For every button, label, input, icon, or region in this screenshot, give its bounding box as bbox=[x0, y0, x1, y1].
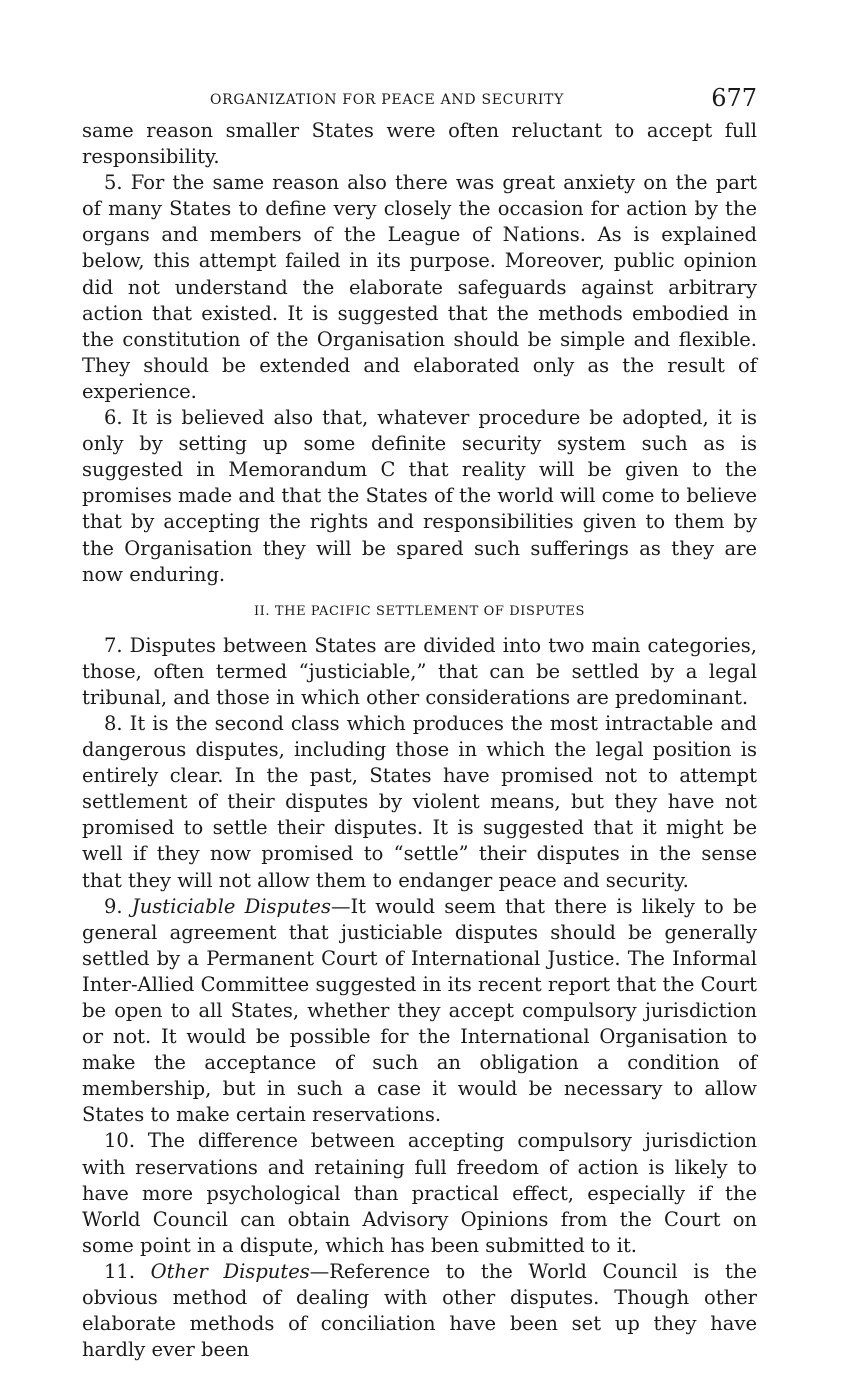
paragraph-9-body: —It would seem that there is likely to be general agreement that justiciable disputes should be generally settled by a Permanent Court of International Justice. The Informal Inter-Allied Committee suggested in its recent report that the Court be open to all States, whether they accept compulsory jurisdiction or not. It would be possible for the International Organisation to make the acceptance of such an obligation a condition of membership, but in such a case it would be necessary to allow States to make certain reservations. bbox=[82, 894, 758, 1127]
paragraph-6: 6. It is believed also that, whatever procedure be adopted, it is only by setting up some definite security system such as is suggested in Memorandum C that reality will be given to the promises made and that the States of the world will come to believe that by accepting the rights and responsibilities given to them by the Organisation they will be spared such sufferings as they are now enduring. bbox=[82, 406, 757, 586]
paragraph-9-title: Justiciable Disputes bbox=[131, 894, 331, 918]
paragraph-10: 10. The difference between accepting compulsory jurisdiction with reservations and retaining full freedom of action is likely to have more psychological than practical effect, especially if the World Council can obtain Advisory Opinions from the Court on some point in a dispute, which has been submitted to it. bbox=[82, 1129, 757, 1257]
paragraph-11-body: —Reference to the World Council is the obvious method of dealing with other disputes. Though other elaborate methods of conciliation have been set up they have hardly ever been bbox=[82, 1259, 757, 1362]
paragraph-11 bbox=[82, 1259, 757, 1363]
paragraph-7: 7. Disputes between States are divided into two main categories, those, often termed “justiciable,” that can be settled by a legal tribunal, and those in which other considerations are predominant. bbox=[82, 633, 757, 709]
paragraph-5: 5. For the same reason also there was great anxiety on the part of many States to define very closely the occasion for action by the organs and members of the League of Nations. As is explained below, this attempt failed in its purpose. Moreover, public opinion did not understand the elaborate safeguards against arbitrary action that existed. It is suggested that the methods embodied in the constitution of the Organisation should be simple and flexible. They should be extended and elaborated only as the result of experience. bbox=[82, 171, 757, 403]
document-page bbox=[82, 84, 757, 1363]
section-heading: II. THE PACIFIC SETTLEMENT OF DISPUTES bbox=[253, 603, 586, 619]
paragraph-11-number: 11. bbox=[104, 1259, 136, 1283]
paragraph-continuation: same reason smaller States were often reluctant to accept full responsibility. bbox=[82, 119, 757, 169]
running-head: ORGANIZATION FOR PEACE AND SECURITY bbox=[210, 92, 565, 108]
page-header bbox=[82, 84, 757, 118]
paragraph-9 bbox=[82, 894, 757, 1129]
paragraph-8: 8. It is the second class which produces the most intractable and dangerous disputes, including those in which the legal position is entirely clear. In the past, States have promised not to attempt settlement of their disputes by violent means, but they have not promised to settle their disputes. It is suggested that it might be well if they now promised to “settle” their disputes in the sense that they will not allow them to endanger peace and security. bbox=[82, 711, 757, 892]
paragraph-9-number: 9. bbox=[104, 894, 123, 918]
paragraph-11-title: Other Disputes bbox=[150, 1259, 310, 1283]
page-number: 677 bbox=[711, 84, 757, 112]
